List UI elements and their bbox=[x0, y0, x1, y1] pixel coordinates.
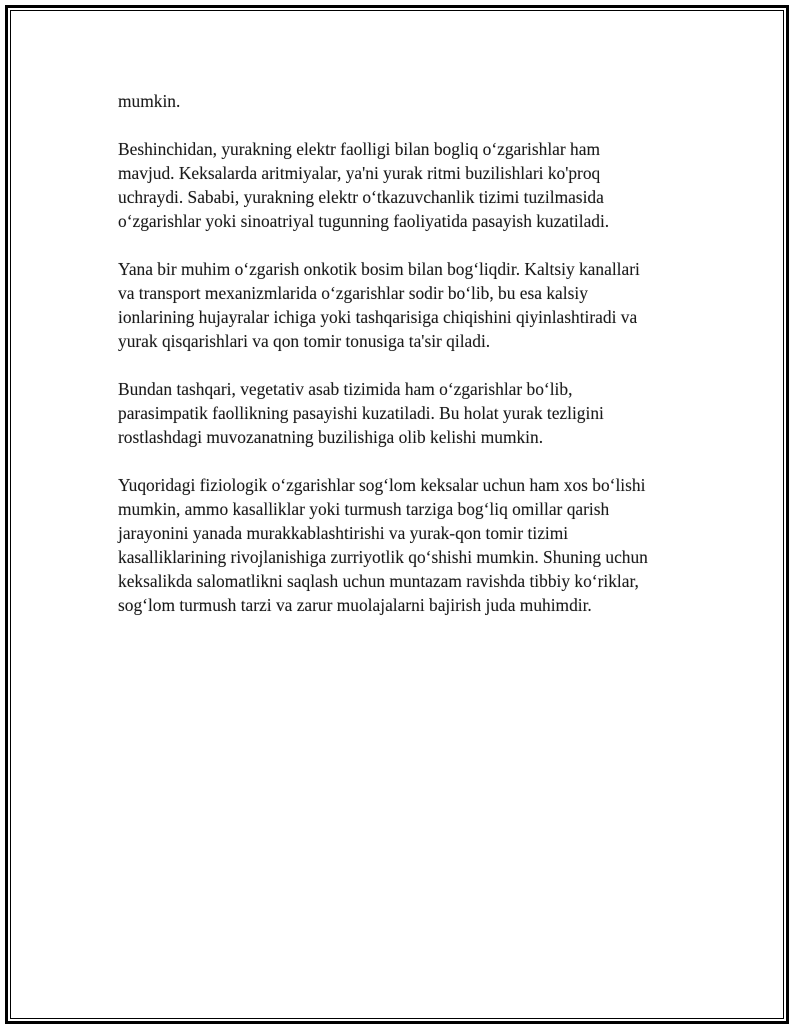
paragraph-4 bbox=[118, 377, 678, 449]
text-line: ionlarining hujayralar ichiga yoki tashqarisiga chiqishini qiyinlashtiradi va bbox=[118, 307, 638, 327]
text-line: va transport mexanizmlarida o‘zgarishlar sodir bo‘lib, bu esa kalsiy bbox=[118, 283, 588, 303]
text-line: jarayonini yanada murakkablashtirishi va yurak-qon tomir tizimi bbox=[118, 523, 569, 543]
text-line: mumkin. bbox=[118, 91, 181, 111]
text-line: Yana bir muhim o‘zgarish onkotik bosim bilan bog‘liqdir. Kaltsiy kanallari bbox=[118, 259, 640, 279]
paragraph-3 bbox=[118, 257, 678, 353]
text-line: mumkin, ammo kasalliklar yoki turmush tarziga bog‘liq omillar qarish bbox=[118, 499, 610, 519]
text-line: Yuqoridagi fiziologik o‘zgarishlar sog‘lom keksalar uchun ham xos bo‘lishi bbox=[118, 475, 646, 495]
paragraph-5 bbox=[118, 473, 678, 617]
text-line: uchraydi. Sababi, yurakning elektr o‘tkazuvchanlik tizimi tuzilmasida bbox=[118, 187, 604, 207]
text-line: rostlashdagi muvozanatning buzilishiga olib kelishi mumkin. bbox=[118, 427, 544, 447]
document-body bbox=[118, 89, 678, 641]
text-line: Beshinchidan, yurakning elektr faolligi bilan bogliq o‘zgarishlar ham bbox=[118, 139, 600, 159]
text-line: yurak qisqarishlari va qon tomir tonusiga ta'sir qiladi. bbox=[118, 331, 491, 351]
text-line: sog‘lom turmush tarzi va zarur muolajalarni bajirish juda muhimdir. bbox=[118, 595, 592, 615]
text-line: parasimpatik faollikning pasayishi kuzatiladi. Bu holat yurak tezligini bbox=[118, 403, 604, 423]
text-line: kasalliklarining rivojlanishiga zurriyotlik qo‘shishi mumkin. Shuning uchun bbox=[118, 547, 648, 567]
text-line: keksalikda salomatlikni saqlash uchun muntazam ravishda tibbiy ko‘riklar, bbox=[118, 571, 639, 591]
text-line: o‘zgarishlar yoki sinoatriyal tugunning faoliyatida pasayish kuzatiladi. bbox=[118, 211, 610, 231]
paragraph-1 bbox=[118, 89, 678, 113]
text-line: Bundan tashqari, vegetativ asab tizimida ham o‘zgarishlar bo‘lib, bbox=[118, 379, 573, 399]
paragraph-2 bbox=[118, 137, 678, 233]
text-line: mavjud. Keksalarda aritmiyalar, ya'ni yurak ritmi buzilishlari ko'proq bbox=[118, 163, 601, 183]
